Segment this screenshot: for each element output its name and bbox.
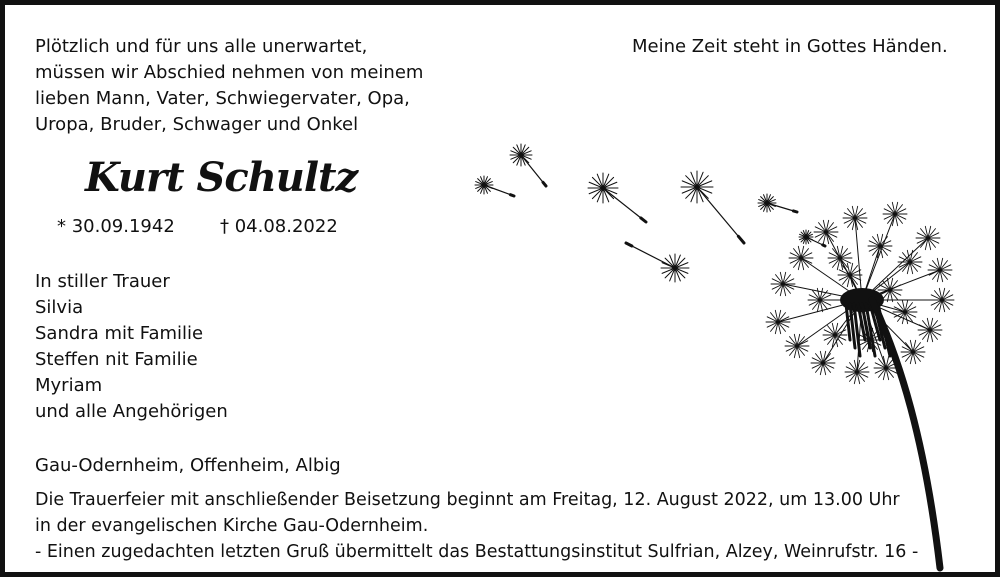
mourners-line-4: Steffen nit Familie [35, 349, 198, 370]
notice-line-2: in der evangelischen Kirche Gau-Odernheim. [35, 516, 429, 536]
mourners-line-5: Myriam [35, 375, 103, 396]
intro-line-1: Plötzlich und für uns alle unerwartet, [35, 36, 368, 57]
motto: Meine Zeit steht in Gottes Händen. [632, 36, 948, 57]
places: Gau-Odernheim, Offenheim, Albig [35, 455, 341, 476]
notice-line-3: - Einen zugedachten letzten Gruß übermittelt das Bestattungsinstitut Sulfrian, Alzey, Weinrufstr. 16 - [35, 542, 919, 562]
intro-line-4: Uropa, Bruder, Schwager und Onkel [35, 114, 359, 135]
intro-line-2: müssen wir Abschied nehmen von meinem [35, 62, 424, 83]
mourners-line-3: Sandra mit Familie [35, 323, 204, 344]
mourners-line-6: und alle Angehörigen [35, 401, 228, 422]
intro-line-3: lieben Mann, Vater, Schwiegervater, Opa, [35, 88, 410, 109]
mourners-line-2: Silvia [35, 297, 84, 318]
death-date: † 04.08.2022 [220, 216, 338, 237]
notice-line-1: Die Trauerfeier mit anschließender Beisetzung beginnt am Freitag, 12. August 2022, um 13.00 Uhr [35, 490, 900, 510]
birth-date: * 30.09.1942 [57, 216, 175, 237]
mourners-line-1: In stiller Trauer [35, 271, 170, 292]
deceased-name: Kurt Schultz [85, 154, 358, 201]
